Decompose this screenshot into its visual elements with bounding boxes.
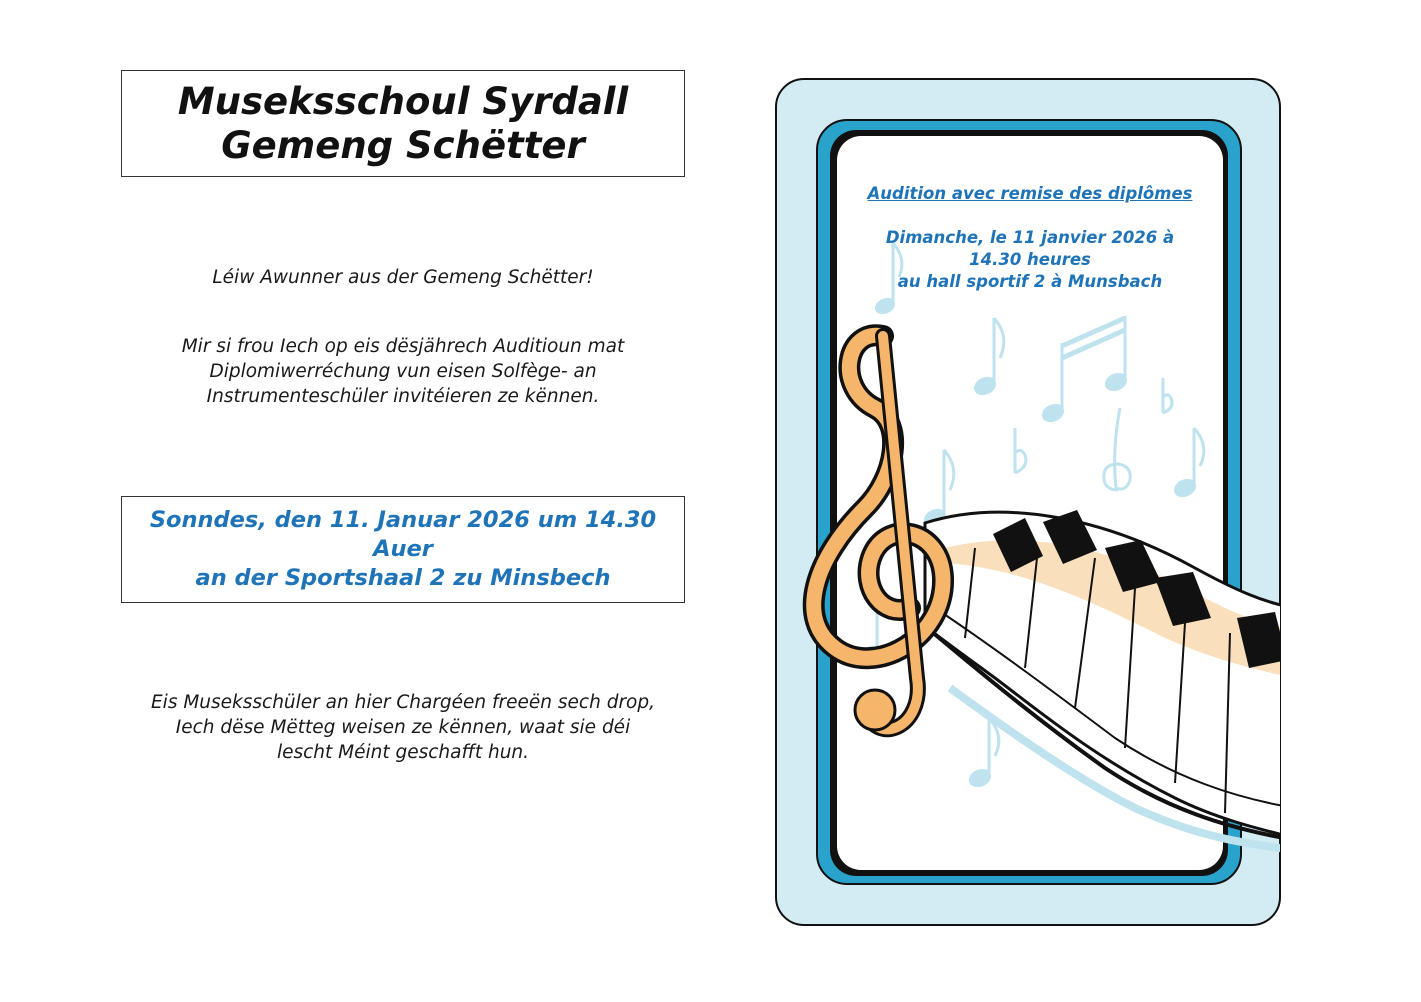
title-line-2: Gemeng Schëtter <box>221 123 585 167</box>
intro-line-1: Mir si frou Iech op eis dësjährech Auditioun mat <box>181 336 625 357</box>
card-heading <box>838 183 1222 205</box>
intro-line-3: Instrumenteschüler invitéieren ze kënnen. <box>206 386 600 407</box>
closing-line-2: Iech dëse Mëtteg weisen ze kënnen, waat sie déi <box>175 717 631 738</box>
event-line-1: Sonndes, den 11. Januar 2026 um 14.30 Auer <box>149 507 657 562</box>
card-heading-text: Audition avec remise des diplômes <box>867 184 1193 203</box>
card-detail-line-1: Dimanche, le 11 janvier 2026 à <box>885 228 1175 247</box>
clef-dot <box>855 690 895 730</box>
closing-line-3: lescht Méint geschafft hun. <box>276 742 530 763</box>
greeting-text: Léiw Awunner aus der Gemeng Schëtter! <box>212 267 594 288</box>
card-detail-line-2: 14.30 heures <box>969 250 1091 269</box>
intro-paragraph <box>121 334 685 409</box>
greeting <box>121 265 685 290</box>
card-detail-line-3: au hall sportif 2 à Munsbach <box>897 272 1163 291</box>
intro-line-2: Diplomiwerréchung vun eisen Solfège- an <box>209 361 597 382</box>
title-line-1: Museksschoul Syrdall <box>177 79 629 123</box>
closing-line-1: Eis Museksschüler an hier Chargéen freeën sech drop, <box>150 692 655 713</box>
event-date-box <box>121 496 685 603</box>
card-details <box>838 227 1222 293</box>
title-box <box>121 70 685 177</box>
closing-paragraph <box>121 690 685 765</box>
event-line-2: an der Sportshaal 2 zu Minsbech <box>195 565 611 591</box>
invitation-card <box>775 78 1281 926</box>
